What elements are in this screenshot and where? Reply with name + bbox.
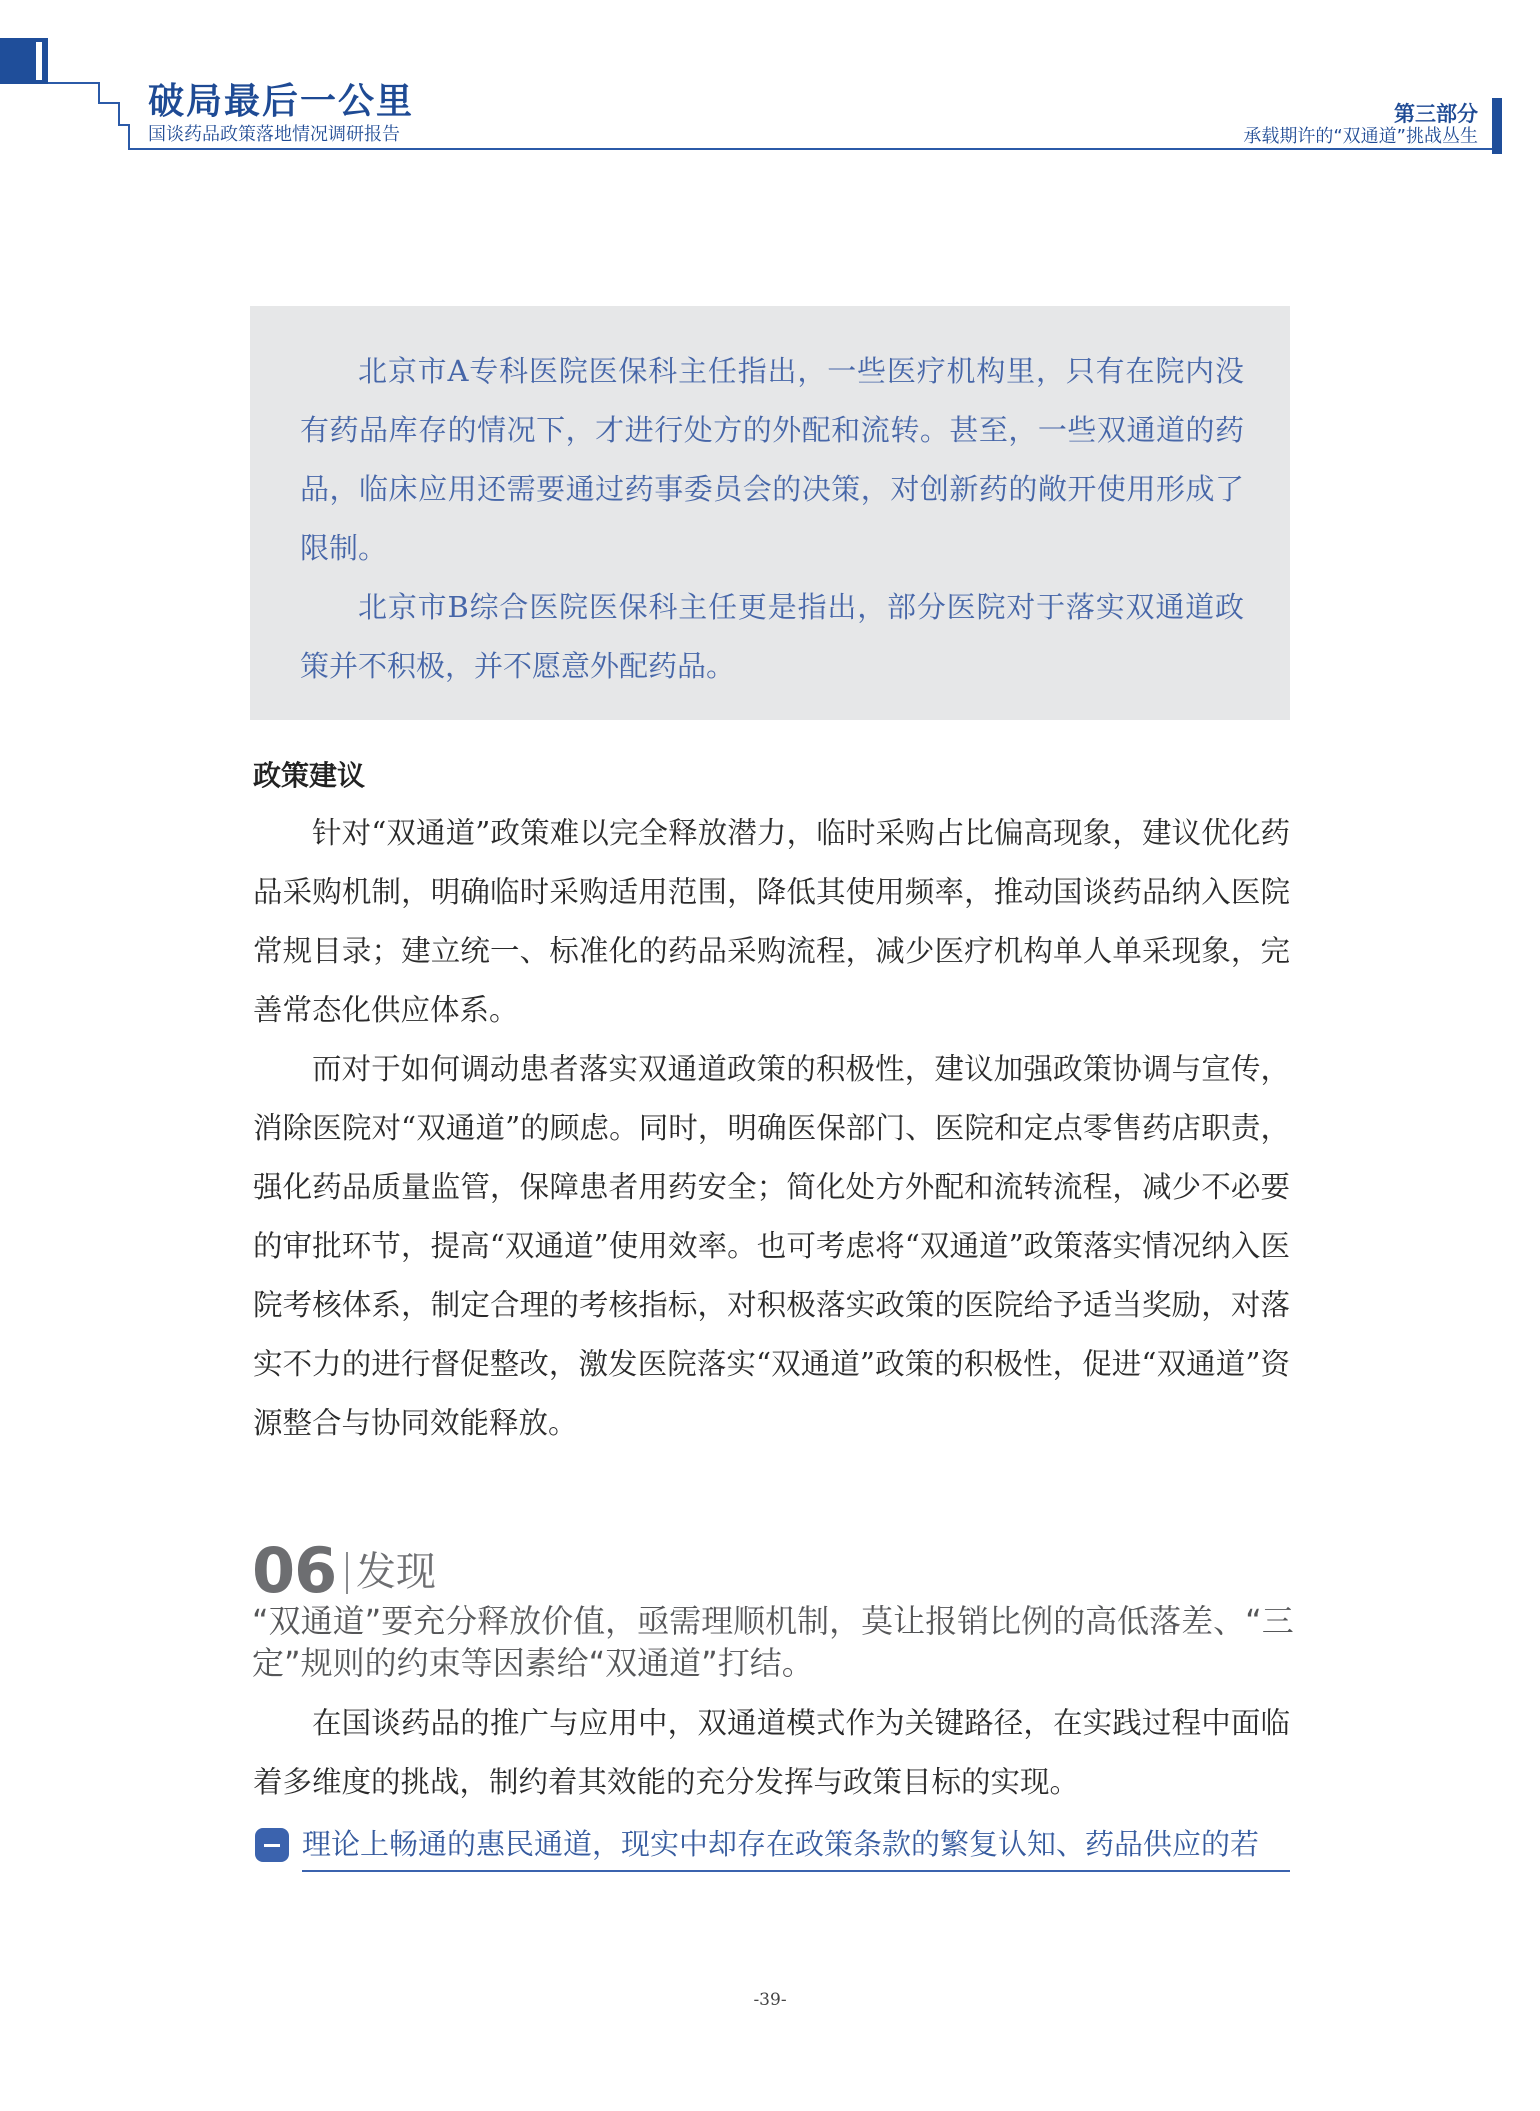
section-intro — [253, 1694, 1290, 1812]
section-word: 发现 — [356, 1549, 436, 1595]
section-intro-paragraph: 在国谈药品的推广与应用中，双通道模式作为关键路径，在实践过程中面临着多维度的挑战，制约着其效能的充分发挥与政策目标的实现。 — [253, 1706, 1290, 1799]
header-step-line — [118, 102, 120, 126]
header-corner-block — [0, 38, 48, 84]
section-divider — [346, 1552, 348, 1594]
policy-paragraph: 而对于如何调动患者落实双通道政策的积极性，建议加强政策协调与宣传，消除医院对“双通道”的顾虑。同时，明确医保部门、医院和定点零售药店职责，强化药品质量监管，保障患者用药安全；简化处方外配和流转流程，减少不必要的审批环节，提高“双通道”使用效率。也可考虑将“双通道”政策落实情况纳入医院考核体系，制定合理的考核指标，对积极落实政策的医院给予适当奖励，对落实不力的进行督促整改，激发医院落实“双通道”政策的积极性，促进“双通道”资源整合与协同效能释放。 — [253, 1052, 1290, 1440]
header-step-line — [48, 82, 100, 84]
policy-heading: 政策建议 — [253, 759, 366, 792]
part-label: 第三部分 — [1394, 102, 1478, 126]
part-subtitle: 承载期许的“双通道”挑战丛生 — [1243, 126, 1478, 147]
page-number: -39- — [753, 1990, 787, 2010]
header-step-line — [98, 82, 100, 104]
item-underline — [302, 1870, 1290, 1872]
item-badge-icon — [255, 1828, 289, 1862]
header-step-line — [128, 124, 130, 150]
report-title: 破局最后一公里 — [148, 81, 415, 122]
quote-box — [250, 306, 1290, 720]
policy-body — [253, 804, 1290, 1453]
quote-paragraph: 北京市B综合医院医保科主任更是指出，部分医院对于落实双通道政策并不积极，并不愿意外配药品。 — [300, 590, 1244, 683]
header-rule — [128, 148, 1494, 150]
quote-paragraph: 北京市A专科医院医保科主任指出，一些医疗机构里，只有在院内没有药品库存的情况下，才进行处方的外配和流转。甚至，一些双通道的药品，临床应用还需要通过药事委员会的决策，对创新药的敞开使用形成了限制。 — [300, 354, 1244, 565]
header-step-line — [98, 102, 120, 104]
policy-paragraph: 针对“双通道”政策难以完全释放潜力，临时采购占比偏高现象，建议优化药品采购机制，明确临时采购适用范围，降低其使用频率，推动国谈药品纳入医院常规目录；建立统一、标准化的药品采购流程，减少医疗机构单人单采现象，完善常态化供应体系。 — [253, 816, 1290, 1027]
section-number: 06 — [252, 1534, 337, 1607]
header-accent-bar — [1492, 98, 1502, 154]
report-subtitle: 国谈药品政策落地情况调研报告 — [148, 124, 400, 145]
item-text: 理论上畅通的惠民通道，现实中却存在政策条款的繁复认知、药品供应的若 — [302, 1827, 1260, 1861]
section-lead: “双通道”要充分释放价值，亟需理顺机制，莫让报销比例的高低落差、“三定”规则的约束等因素给“双通道”打结。 — [252, 1602, 1294, 1682]
